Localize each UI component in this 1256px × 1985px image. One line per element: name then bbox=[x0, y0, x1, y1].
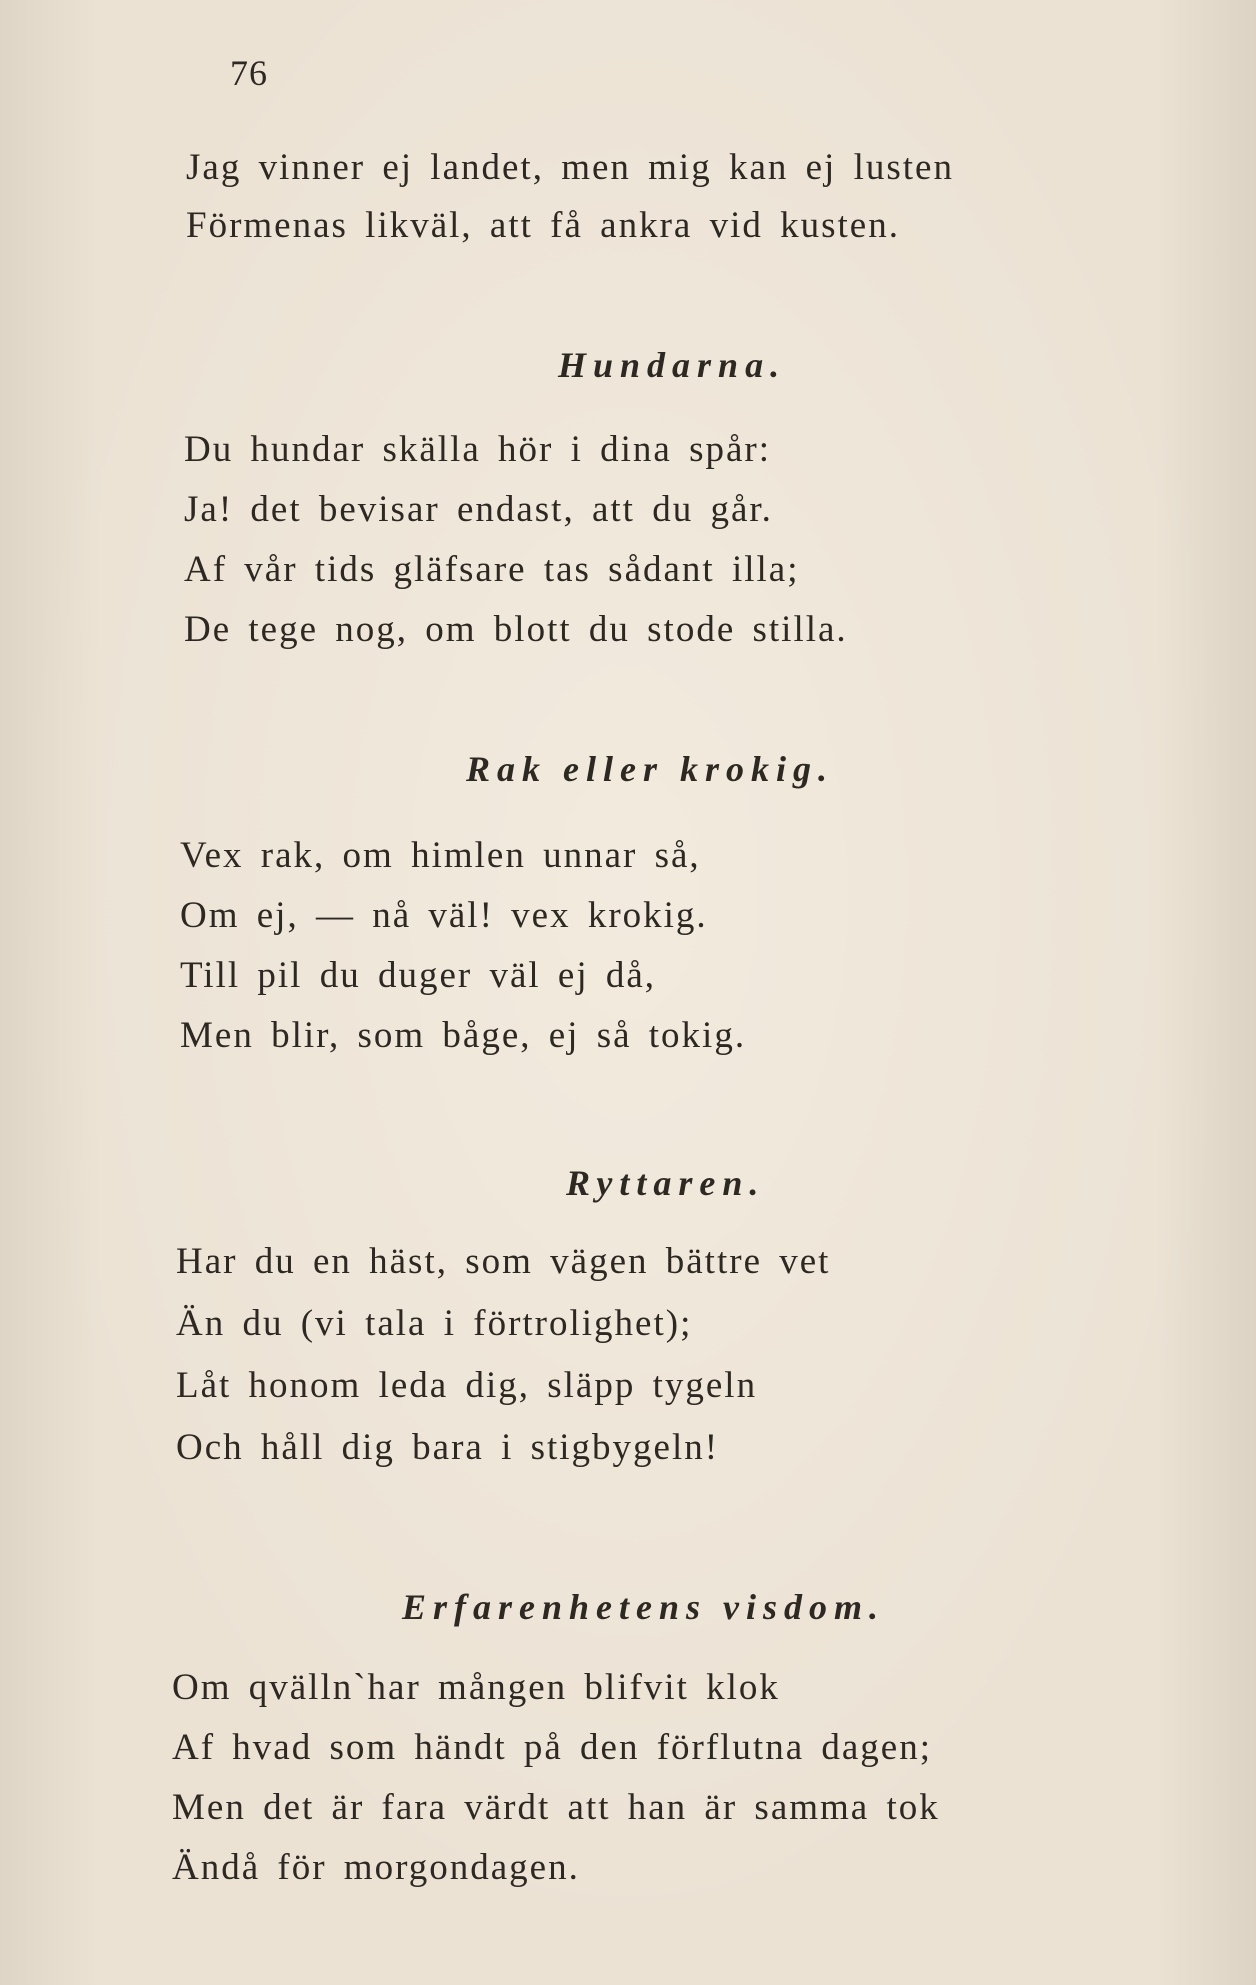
poem-line: Har du en häst, som vägen bättre vet bbox=[176, 1241, 831, 1282]
poem-line: De tege nog, om blott du stode stilla. bbox=[184, 609, 848, 650]
poem-line: Och håll dig bara i stigbygeln! bbox=[176, 1427, 720, 1468]
poem-line: Af vår tids gläfsare tas sådant illa; bbox=[184, 549, 800, 590]
poem-line: Af hvad som händt på den förflutna dagen; bbox=[172, 1727, 933, 1768]
poem-title-hundarna: Hundarna. bbox=[558, 345, 787, 385]
poem-title-ryttaren: Ryttaren. bbox=[566, 1163, 766, 1203]
poem-line: Men blir, som båge, ej så tokig. bbox=[180, 1015, 747, 1056]
poem-line: Låt honom leda dig, släpp tygeln bbox=[176, 1365, 758, 1406]
poem-line: Än du (vi tala i förtrolighet); bbox=[176, 1303, 693, 1344]
poem-title-rak-eller-krokig: Rak eller krokig. bbox=[466, 749, 834, 789]
poem-line: Men det är fara värdt att han är samma tok bbox=[172, 1787, 940, 1828]
poem-line: Vex rak, om himlen unnar så, bbox=[180, 835, 701, 876]
intro-line: Jag vinner ej landet, men mig kan ej lusten bbox=[186, 147, 954, 188]
poem-line: Om qvälln`har mången blifvit klok bbox=[172, 1667, 780, 1708]
intro-line: Förmenas likväl, att få ankra vid kusten. bbox=[186, 205, 900, 246]
page-number: 76 bbox=[230, 53, 268, 93]
poem-line: Om ej, — nå väl! vex krokig. bbox=[180, 895, 708, 936]
poem-title-erfarenhetens-visdom: Erfarenhetens visdom. bbox=[402, 1587, 886, 1627]
poem-line: Ja! det bevisar endast, att du går. bbox=[184, 489, 773, 530]
poem-line: Ändå för morgondagen. bbox=[172, 1847, 580, 1888]
poem-line: Till pil du duger väl ej då, bbox=[180, 955, 657, 996]
poem-line: Du hundar skälla hör i dina spår: bbox=[184, 429, 771, 470]
